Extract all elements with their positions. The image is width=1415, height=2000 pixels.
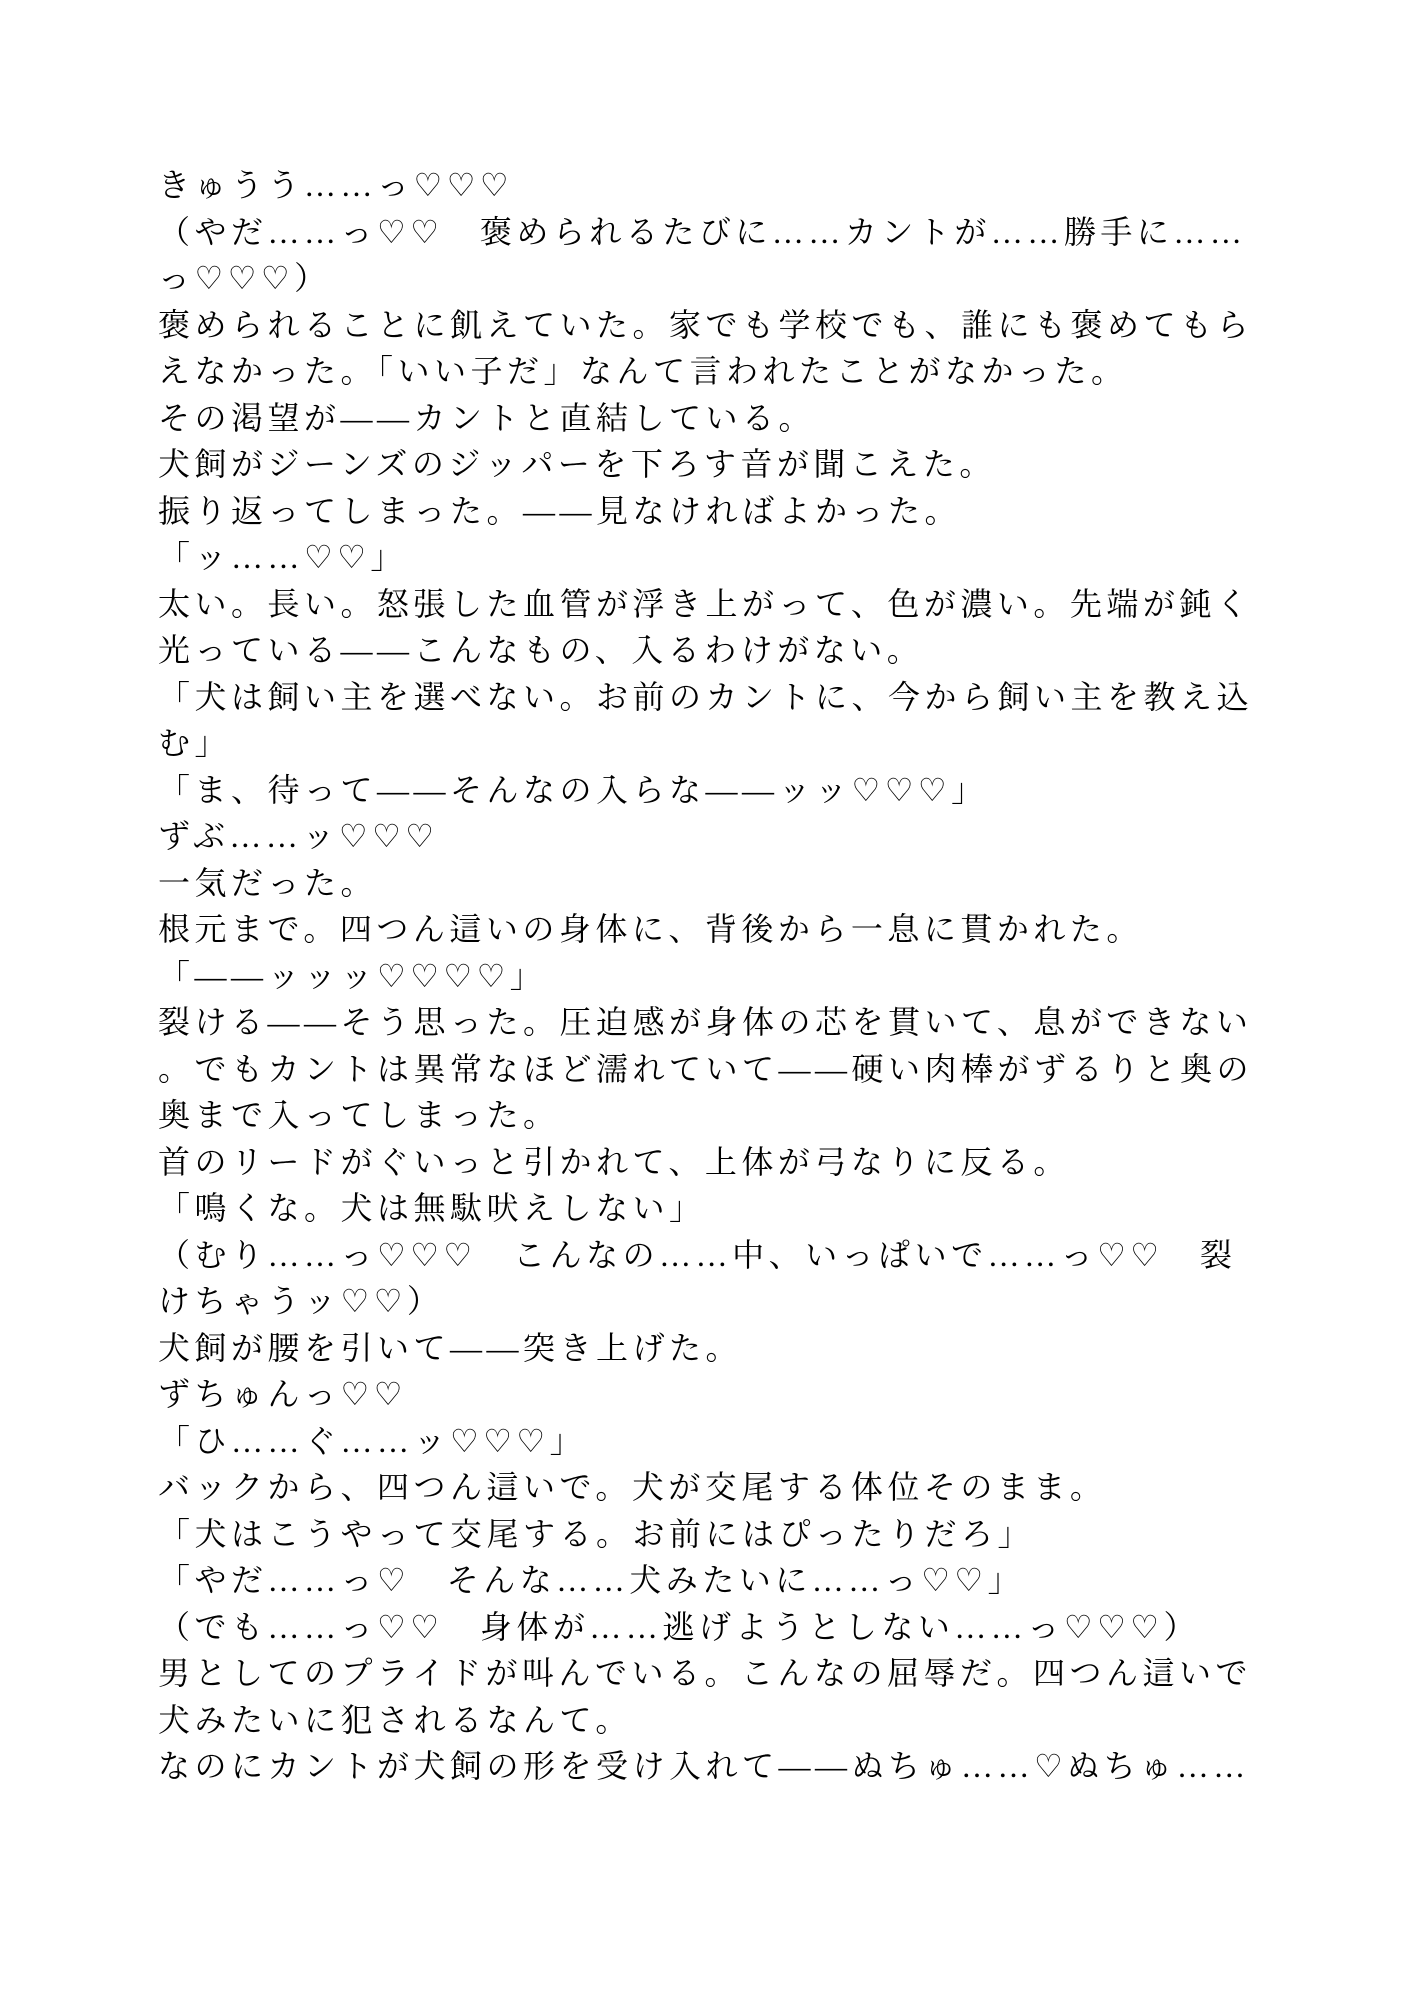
text-line: 奥まで入ってしまった。 [158, 1097, 560, 1133]
text-line: 「——ッッッ♡♡♡♡」 [158, 957, 547, 994]
text-line: （むり……っ♡♡♡ こんなの……中、いっぱいで……っ♡♡ 裂 [158, 1236, 1237, 1273]
text-line: 「ま、待って——そんなの入らな——ッッ♡♡♡」 [158, 771, 988, 808]
text-line: 「犬はこうやって交尾する。お前にはぴったりだろ」 [158, 1515, 1035, 1552]
text-line: （やだ……っ♡♡ 褒められるたびに……カントが……勝手に…… [158, 213, 1247, 250]
text-line: 根元まで。四つん這いの身体に、背後から一息に貫かれた。 [158, 911, 1143, 947]
text-line: 「ッ……♡♡」 [158, 539, 407, 575]
text-line: 男としてのプライドが叫んでいる。こんなの屈辱だ。四つん這いで [158, 1655, 1253, 1691]
text-line: バックから、四つん這いで。犬が交尾する体位そのまま。 [158, 1469, 1107, 1505]
text-line: 褒められることに飢えていた。家でも学校でも、誰にも褒めてもら [158, 306, 1254, 343]
text-line: 一気だった。 [158, 864, 378, 901]
text-line: 犬飼が腰を引いて——突き上げた。 [158, 1329, 743, 1366]
text-line: 首のリードがぐいっと引かれて、上体が弓なりに反る。 [158, 1143, 1070, 1180]
text-line: 裂ける——そう思った。圧迫感が身体の芯を貫いて、息ができない [158, 1004, 1253, 1040]
text-line: 。でもカントは異常なほど濡れていて——硬い肉棒がずるりと奥の [158, 1050, 1254, 1087]
text-line: っ♡♡♡） [158, 260, 331, 296]
text-line: 振り返ってしまった。——見なければよかった。 [158, 492, 962, 529]
text-line: 「やだ……っ♡ そんな……犬みたいに……っ♡♡」 [158, 1562, 1025, 1598]
text-line: ずぶ……ッ♡♡♡ [158, 818, 439, 854]
text-line: 「犬は飼い主を選べない。お前のカントに、今から飼い主を教え込 [158, 678, 1254, 715]
text-line: （でも……っ♡♡ 身体が……逃げようとしない……っ♡♡♡） [158, 1608, 1200, 1645]
text-line: きゅうう……っ♡♡♡ [158, 167, 514, 203]
text-line: 「ひ……ぐ……ッ♡♡♡」 [158, 1422, 587, 1459]
text-line: その渇望が——カントと直結している。 [158, 399, 816, 436]
text-line: 太い。長い。怒張した血管が浮き上がって、色が濃い。先端が鈍く [158, 585, 1253, 622]
text-line: 犬飼がジーンズのジッパーを下ろす音が聞こえた。 [158, 446, 996, 482]
text-line: ずちゅんっ♡♡ [158, 1376, 407, 1412]
text-line: 光っている——こんなもの、入るわけがない。 [158, 632, 924, 668]
text-line: 犬みたいに犯されるなんて。 [158, 1701, 632, 1738]
text-line: 「鳴くな。犬は無駄吠えしない」 [158, 1190, 706, 1226]
text-line: む」 [158, 725, 232, 761]
body-text [158, 162, 1273, 1790]
text-line: なのにカントが犬飼の形を受け入れて——ぬちゅ……♡ぬちゅ…… [158, 1748, 1250, 1784]
text-line: えなかった。「いい子だ」なんて言われたことがなかった。 [158, 353, 1128, 389]
text-line: けちゃうッ♡♡） [158, 1283, 444, 1319]
